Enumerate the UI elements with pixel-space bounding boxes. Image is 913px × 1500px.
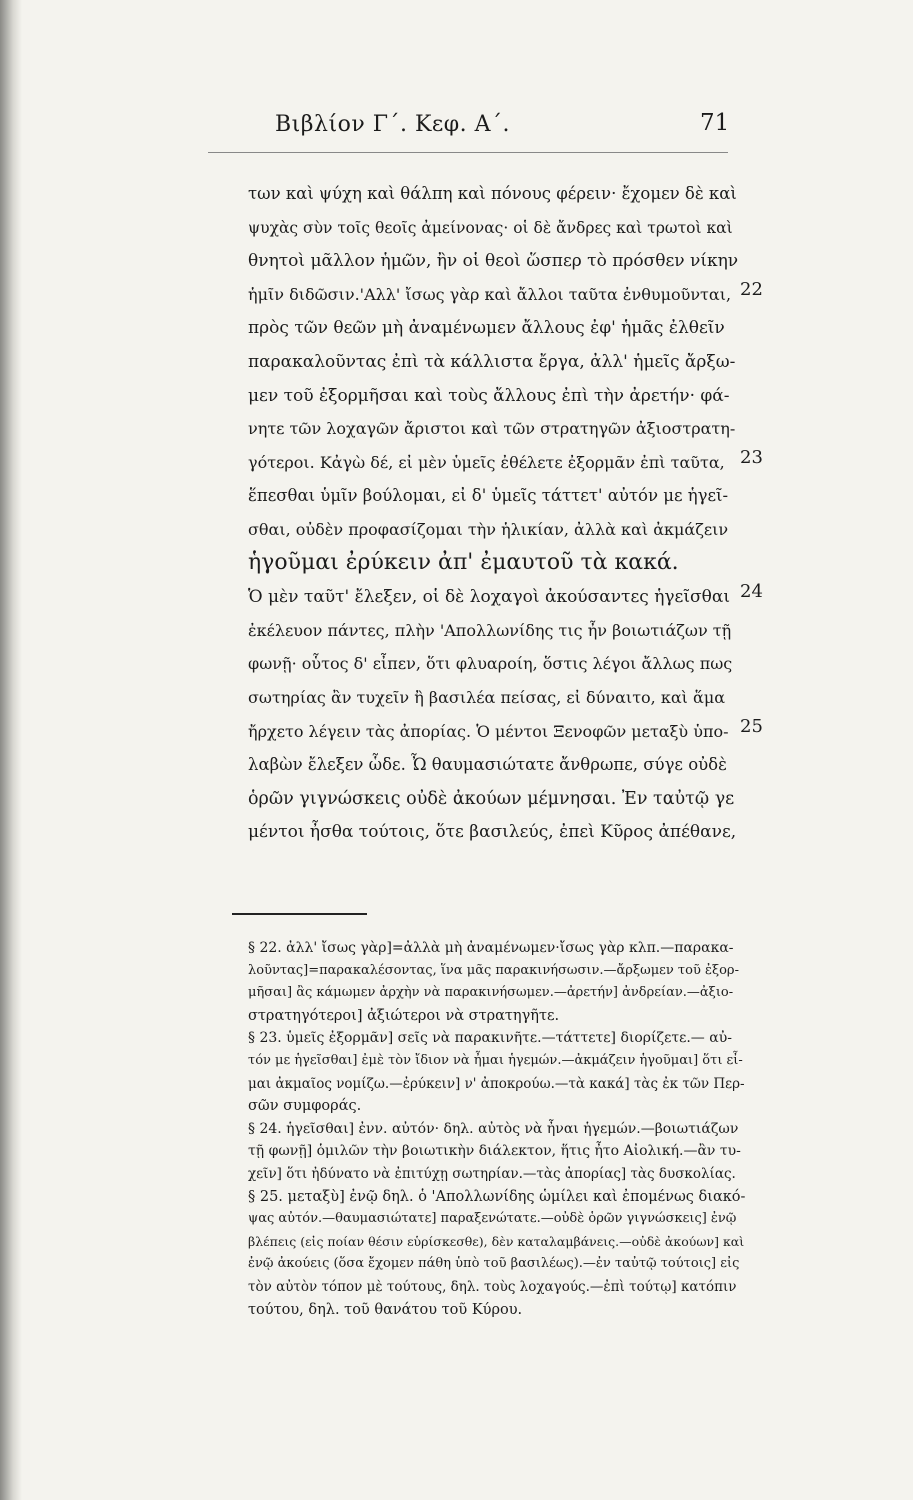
scan-edge-shadow: [0, 0, 22, 1500]
text-line-content: ἐκέλευον πάντες, πλὴν 'Απολλωνίδης τις ἦν βοιωτιάζων τῇ: [248, 620, 732, 640]
text-line: [248, 613, 748, 647]
text-line-content: σθαι, οὐδὲν προφασίζομαι τὴν ἡλικίαν, ἀλλὰ καὶ ἀκμάζειν: [248, 519, 729, 539]
text-line: [248, 445, 763, 479]
text-line: [248, 478, 748, 512]
text-line-content: μεν τοῦ ἐξορμῆσαι καὶ τοὺς ἄλλους ἐπὶ τὴν ἀρετήν· φά-: [248, 385, 730, 406]
footnote-line: μῆσαι] ἂς κάμωμεν ἀρχὴν νὰ παρακινήσωμεν.—ἀρετήν] ἀνδρείαν.—ἀξιο-: [248, 985, 734, 1001]
text-line: [248, 310, 748, 344]
header-rule: [208, 152, 728, 153]
footnote-line: § 23. ὑμεῖς ἐξορμᾶν] σεῖς νὰ παρακινῆτε.—τάττετε] διορίζετε.— αὐ-: [248, 1030, 732, 1047]
text-line-content: θνητοὶ μᾶλλον ἡμῶν, ἢν οἱ θεοὶ ὥσπερ τὸ πρόσθεν νίκην: [248, 251, 739, 272]
text-line: [248, 277, 763, 311]
footnote-line: λοῦντας]=παρακαλέσοντας, ἵνα μᾶς παρακινήσωσιν.—ἄρξωμεν τοῦ ἐξορ-: [248, 962, 739, 978]
footnote-line: μαι ἀκμαῖος νομίζω.—ἐρύκειν] ν' ἀποκρούω.—τὰ κακά] τὰς ἐκ τῶν Περ-: [248, 1075, 745, 1092]
text-line: [248, 176, 748, 210]
text-line-content: παρακαλοῦντας ἐπὶ τὰ κάλλιστα ἔργα, ἀλλ' ἡμεῖς ἄρξω-: [248, 351, 736, 372]
footnote-line: σῶν συμφοράς.: [248, 1098, 362, 1115]
footnotes-block: [248, 937, 748, 1321]
text-line-content: μέντοι ἦσθα τούτοις, ὅτε βασιλεύς, ἐπεὶ Κῦρος ἀπέθανε,: [248, 822, 737, 843]
section-number: 24: [740, 581, 763, 603]
footnote-line: βλέπεις (εἰς ποίαν θέσιν εὑρίσκεσθε), δὲν καταλαμβάνεις.—οὐδὲ ἀκούων] καὶ: [248, 1233, 745, 1249]
footnote-line: τῇ φωνῇ] ὁμιλῶν τὴν βοιωτικὴν διάλεκτον, ἥτις ἦτο Αἰολική.—ἂν τυ-: [248, 1143, 741, 1160]
text-line: [248, 814, 748, 848]
text-line-content: ἡγοῦμαι ἐρύκειν ἀπ' ἐμαυτοῦ τὰ κακά.: [248, 549, 679, 575]
text-line-content: σωτηρίας ἂν τυχεῖν ἢ βασιλέα πείσας, εἰ δύναιτο, καὶ ἅμα: [248, 687, 726, 707]
main-text-block: [248, 176, 763, 848]
chapter-heading: Βιβλίον Γ΄. Κεφ. Α΄.: [275, 112, 511, 137]
text-line: [248, 680, 748, 714]
text-line-content: των καὶ ψύχη καὶ θάλπη καὶ πόνους φέρειν· ἔχομεν δὲ καὶ: [248, 184, 737, 203]
text-line: [248, 546, 748, 580]
text-line-content: ἡμῖν διδῶσιν.'Αλλ' ἴσως γὰρ καὶ ἄλλοι ταῦτα ἐνθυμοῦνται,: [248, 284, 732, 304]
text-line: [248, 646, 748, 680]
footnote-separator: [232, 913, 367, 915]
footnote-line: § 24. ἡγεῖσθαι] ἐνν. αὐτόν· δηλ. αὐτὸς νὰ ἦναι ἡγεμών.—βοιωτιάζων: [248, 1120, 739, 1137]
footnote-line: § 22. ἀλλ' ἴσως γὰρ]=ἀλλὰ μὴ ἀναμένωμεν·ἴσως γὰρ κλπ.—παρακα-: [248, 940, 734, 956]
running-head: [0, 112, 913, 152]
page-number: 71: [700, 110, 730, 136]
text-line: [248, 781, 748, 815]
section-number: 23: [740, 446, 763, 468]
text-line-content: γότεροι. Κἀγὼ δέ, εἰ μὲν ὑμεῖς ἐθέλετε ἐξορμᾶν ἐπὶ ταῦτα,: [248, 452, 725, 472]
text-line-content: νητε τῶν λοχαγῶν ἄριστοι καὶ τῶν στρατηγῶν ἀξιοστρατη-: [248, 419, 736, 439]
footnote-line: ἐνῷ ἀκούεις (ὅσα ἔχομεν πάθη ὑπὸ τοῦ βασιλέως).—ἐν ταὐτῷ τούτοις] εἰς: [248, 1256, 740, 1272]
footnote-line: στρατηγότεροι] ἀξιώτεροι νὰ στρατηγῆτε.: [248, 1007, 560, 1024]
footnote-line: τούτου, δηλ. τοῦ θανάτου τοῦ Κύρου.: [248, 1301, 523, 1318]
text-line-content: πρὸς τῶν θεῶν μὴ ἀναμένωμεν ἄλλους ἐφ' ἡμᾶς ἐλθεῖν: [248, 318, 725, 339]
text-line: [248, 512, 748, 546]
text-line: [248, 378, 748, 412]
footnote-line: ψας αὐτόν.—θαυμασιώτατε] παραξενώτατε.—οὐδὲ ὁρῶν γιγνώσκεις] ἐνῷ: [248, 1211, 737, 1227]
section-number: 25: [740, 715, 763, 737]
footnote-line: τὸν αὐτὸν τόπον μὲ τούτους, δηλ. τοὺς λοχαγούς.—ἐπὶ τούτῳ] κατόπιν: [248, 1278, 737, 1295]
footnote-line: τόν με ἡγεῖσθαι] ἐμὲ τὸν ἴδιον νὰ ἦμαι ἡγεμών.—ἀκμάζειν ἡγοῦμαι] ὅτι εἶ-: [248, 1052, 743, 1068]
text-line: [248, 714, 763, 748]
text-line-content: ὁρῶν γιγνώσκεις οὐδὲ ἀκούων μέμνησαι. Ἐν ταὐτῷ γε: [248, 788, 735, 809]
text-line-content: ἤρχετο λέγειν τὰς ἀπορίας. Ὁ μέντοι Ξενοφῶν μεταξὺ ὑπο-: [248, 721, 729, 741]
text-line: [248, 579, 763, 613]
text-line: [248, 747, 748, 781]
text-line: [248, 411, 748, 445]
footnote-line: § 25. μεταξὺ] ἐνῷ δηλ. ὁ 'Απολλωνίδης ὡμίλει καὶ ἐπομένως διακό-: [248, 1188, 746, 1205]
text-line-content: ψυχὰς σὺν τοῖς θεοῖς ἀμείνονας· οἱ δὲ ἄνδρες καὶ τρωτοὶ καὶ: [248, 218, 733, 237]
text-line-content: λαβὼν ἔλεξεν ὧδε. Ὦ θαυμασιώτατε ἄνθρωπε, σύγε οὐδὲ: [248, 755, 727, 775]
text-line: [248, 344, 748, 378]
text-line-content: Ὁ μὲν ταῦτ' ἔλεξεν, οἱ δὲ λοχαγοὶ ἀκούσαντες ἡγεῖσθαι: [248, 587, 730, 608]
section-number: 22: [740, 278, 763, 300]
footnote-line: χεῖν] ὅτι ἠδύνατο νὰ ἐπιτύχῃ σωτηρίαν.—τὰς ἀπορίας] τὰς δυσκολίας.: [248, 1165, 736, 1182]
text-line: [248, 243, 748, 277]
text-line: [248, 210, 748, 244]
text-line-content: φωνῇ· οὗτος δ' εἶπεν, ὅτι φλυαροίη, ὅστις λέγοι ἄλλως πως: [248, 654, 733, 674]
text-line-content: ἕπεσθαι ὑμῖν βούλομαι, εἰ δ' ὑμεῖς τάττετ' αὐτόν με ἡγεῖ-: [248, 486, 729, 506]
